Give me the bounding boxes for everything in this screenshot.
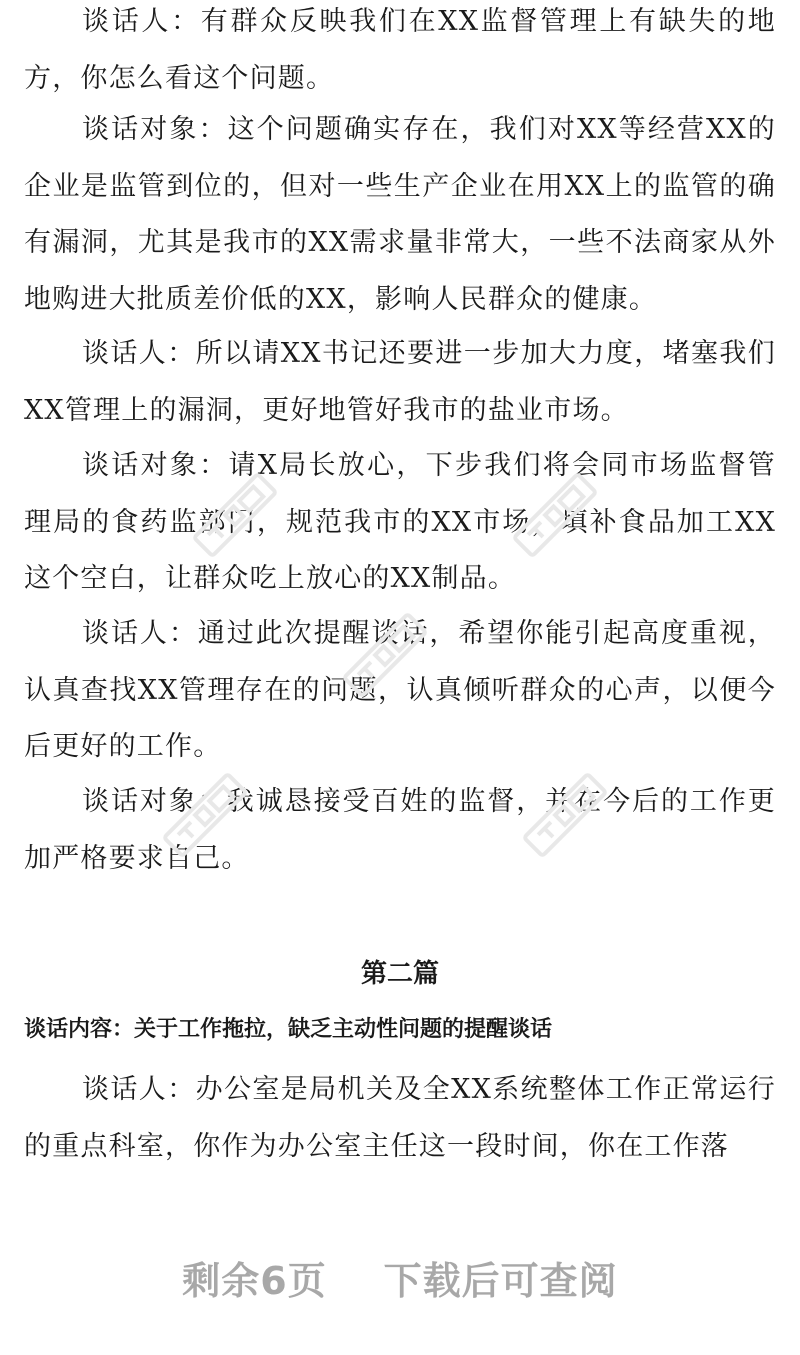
paragraph-text: 所以请XX书记还要进一步加大力度，堵塞我们XX管理上的漏洞，更好地管好我市的盐业市场。 bbox=[24, 338, 776, 426]
dialogue-paragraph-3 bbox=[24, 326, 776, 439]
speaker-label: 谈话人： bbox=[82, 6, 201, 37]
speaker-label: 谈话对象： bbox=[82, 114, 228, 145]
paragraph-text: 有群众反映我们在XX监督管理上有缺失的地方，你怎么看这个问题。 bbox=[24, 6, 776, 94]
remaining-pages-label: 剩余6页 bbox=[182, 1259, 327, 1303]
speaker-label: 谈话人： bbox=[82, 1074, 196, 1105]
dialogue-paragraph-6 bbox=[24, 774, 776, 887]
section-topic: 谈话内容：关于工作拖拉，缺乏主动性问题的提醒谈话 bbox=[24, 1017, 553, 1042]
download-to-view-label: 下载后可查阅 bbox=[383, 1259, 618, 1303]
section-title: 第二篇 bbox=[360, 959, 439, 989]
speaker-label: 谈话人： bbox=[82, 618, 198, 649]
download-prompt[interactable] bbox=[0, 1250, 800, 1305]
dialogue-paragraph-1 bbox=[24, 0, 776, 107]
paragraph-text: 我诚恳接受百姓的监督，并在今后的工作更加严格要求自己。 bbox=[24, 786, 777, 874]
paragraph-text: 这个问题确实存在，我们对XX等经营XX的企业是监管到位的，但对一些生产企业在用XX上的监管的确有漏洞，尤其是我市的XX需求量非常大，一些不法商家从外地购进大批质差价低的XX，影响人民群众的健康。 bbox=[24, 114, 777, 315]
dialogue-paragraph-4 bbox=[24, 438, 776, 608]
dialogue-paragraph-5 bbox=[24, 606, 776, 776]
dialogue-paragraph-2 bbox=[24, 102, 776, 328]
speaker-label: 谈话对象： bbox=[82, 786, 227, 817]
speaker-label: 谈话对象： bbox=[82, 450, 229, 481]
section-paragraph bbox=[24, 1062, 776, 1175]
paragraph-text: 通过此次提醒谈话，希望你能引起高度重视，认真查找XX管理存在的问题，认真倾听群众的心声，以便今后更好的工作。 bbox=[24, 618, 776, 762]
speaker-label: 谈话人： bbox=[82, 338, 196, 369]
paragraph-text: 请X局长放心，下步我们将会同市场监督管理局的食药监部门，规范我市的XX市场，填补食品加工XX这个空白，让群众吃上放心的XX制品。 bbox=[24, 450, 776, 594]
paragraph-text: 办公室是局机关及全XX系统整体工作正常运行的重点科室，你作为办公室主任这一段时间，你在工作落 bbox=[24, 1074, 776, 1162]
